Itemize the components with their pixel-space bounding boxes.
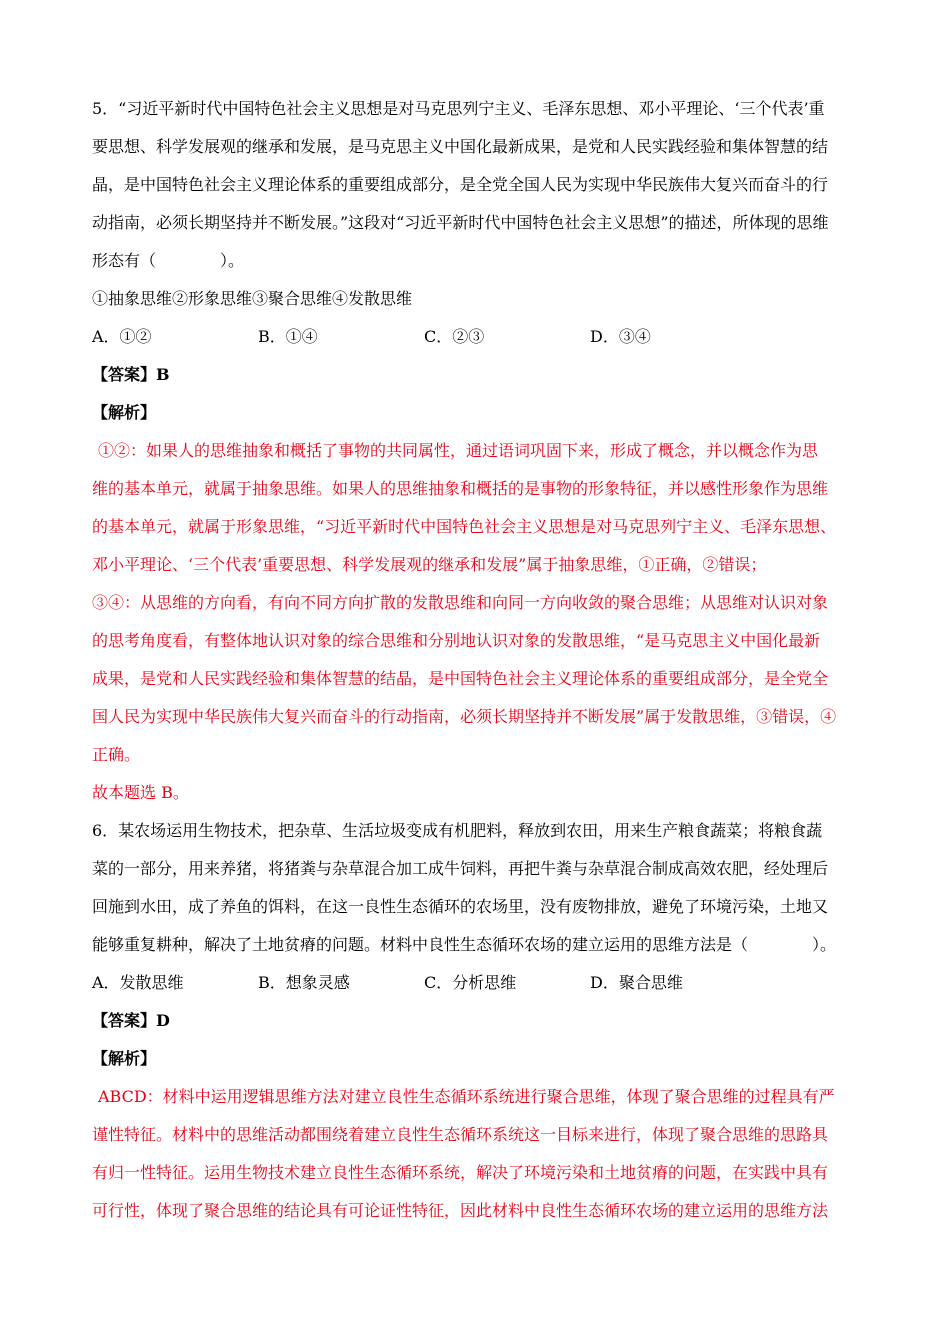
q6-stem-line: 回施到水田，成了养鱼的饵料，在这一良性生态循环的农场里，没有废物排放，避免了环境污染，土地又 xyxy=(92,897,829,916)
q5-analysis-line: 正确。 xyxy=(92,745,141,764)
q6-stem-line: 6．某农场运用生物技术，把杂草、生活垃圾变成有机肥料，释放到农田，用来生产粮食蔬菜；将粮食蔬 xyxy=(92,821,823,840)
q5-option-c: C．②③ xyxy=(424,327,485,346)
q6-option-c: C．分析思维 xyxy=(424,973,517,992)
q5-analysis-line: 的思考角度看，有整体地认识对象的综合思维和分别地认识对象的发散思维，“是马克思主义中国化最新 xyxy=(92,631,821,650)
q5-option-a: A．①② xyxy=(92,327,152,346)
q6-stem-line: 能够重复耕种，解决了土地贫瘠的问题。材料中良性生态循环农场的建立运用的思维方法是（ ）。 xyxy=(92,935,837,954)
q5-analysis-label: 【解析】 xyxy=(92,403,157,422)
q6-answer: 【答案】D xyxy=(92,1011,170,1030)
q6-option-b: B．想象灵感 xyxy=(258,973,350,992)
q5-analysis-line: 邓小平理论、‘三个代表’重要思想、科学发展观的继承和发展”属于抽象思维，①正确，②错误； xyxy=(92,555,767,574)
q5-analysis-line: 成果，是党和人民实践经验和集体智慧的结晶，是中国特色社会主义理论体系的重要组成部分，是全党全 xyxy=(92,669,829,688)
q6-option-d: D．聚合思维 xyxy=(590,973,683,992)
q6-analysis-line: 有归一性特征。运用生物技术建立良性生态循环系统，解决了环境污染和土地贫瘠的问题，在实践中具有 xyxy=(92,1163,829,1182)
q5-stem-line: 动指南，必须长期坚持并不断发展。”这段对“习近平新时代中国特色社会主义思想”的描述，所体现的思维 xyxy=(92,213,829,232)
q5-statements: ①抽象思维②形象思维③聚合思维④发散思维 xyxy=(92,289,413,308)
q5-analysis-line: 国人民为实现中华民族伟大复兴而奋斗的行动指南，必须长期坚持并不断发展”属于发散思维，③错误，④ xyxy=(92,707,837,726)
q5-stem-line: 晶，是中国特色社会主义理论体系的重要组成部分，是全党全国人民为实现中华民族伟大复兴而奋斗的行 xyxy=(92,175,829,194)
q5-conclusion: 故本题选 B。 xyxy=(92,783,189,802)
q5-stem-line: 5．“习近平新时代中国特色社会主义思想是对马克思列宁主义、毛泽东思想、邓小平理论、‘三个代表’重 xyxy=(92,99,825,118)
q5-analysis-line: ③④：从思维的方向看，有向不同方向扩散的发散思维和向同一方向收敛的聚合思维；从思维对认识对象 xyxy=(92,593,829,612)
question-5 xyxy=(92,90,864,812)
q5-options xyxy=(92,318,864,356)
q5-analysis-line: 维的基本单元，就属于抽象思维。如果人的思维抽象和概括的是事物的形象特征，并以感性形象作为思维 xyxy=(92,479,829,498)
q6-option-a: A．发散思维 xyxy=(92,973,184,992)
q5-answer: 【答案】B xyxy=(92,365,170,384)
q5-option-b: B．①④ xyxy=(258,327,318,346)
q6-analysis-line: 谨性特征。材料中的思维活动都围绕着建立良性生态循环系统这一目标来进行，体现了聚合思维的思路具 xyxy=(92,1125,829,1144)
q6-analysis-label: 【解析】 xyxy=(92,1049,157,1068)
q5-stem-line: 要思想、科学发展观的继承和发展，是马克思主义中国化最新成果，是党和人民实践经验和集体智慧的结 xyxy=(92,137,829,156)
q5-stem-line: 形态有（ ）。 xyxy=(92,251,245,270)
document-page xyxy=(92,90,864,1230)
q5-option-d: D．③④ xyxy=(590,327,651,346)
q6-options xyxy=(92,964,864,1002)
q6-analysis-line: 可行性，体现了聚合思维的结论具有可论证性特征，因此材料中良性生态循环农场的建立运用的思维方法 xyxy=(92,1201,829,1220)
q6-stem-line: 菜的一部分，用来养猪，将猪粪与杂草混合加工成牛饲料，再把牛粪与杂草混合制成高效农肥，经处理后 xyxy=(92,859,829,878)
q5-analysis-line: 的基本单元，就属于形象思维，“习近平新时代中国特色社会主义思想是对马克思列宁主义、毛泽东思想、 xyxy=(92,517,837,536)
question-6 xyxy=(92,812,864,1230)
q6-analysis-line: ABCD：材料中运用逻辑思维方法对建立良性生态循环系统进行聚合思维，体现了聚合思维的过程具有严 xyxy=(98,1087,835,1106)
q5-analysis-line: ①②：如果人的思维抽象和概括了事物的共同属性，通过语词巩固下来，形成了概念，并以概念作为思 xyxy=(98,441,819,460)
